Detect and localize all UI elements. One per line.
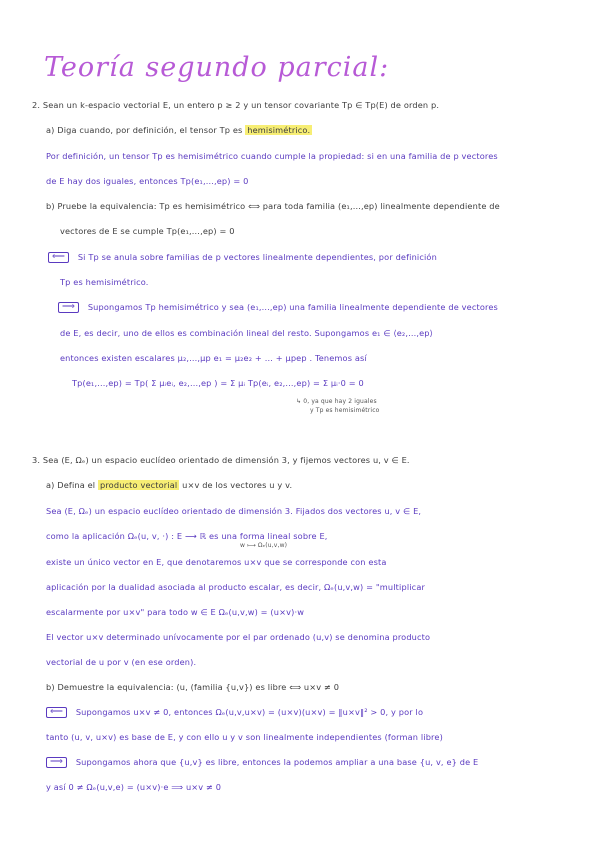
left-implication-box-icon: ⟸ <box>48 252 69 263</box>
answer-2b-forward-line-3: entonces existen escalares μ₂,...,μp e₁ = μ₂e₂ + ... + μpep . Tenemos así <box>60 353 367 363</box>
right-implication-box-icon: ⟹ <box>58 302 79 313</box>
question-2b-line-1: b) Pruebe la equivalencia: Tp es hemisimétrico ⟺ para toda familia (e₁,...,ep) linealmente dependiente de <box>46 201 500 211</box>
page-title: Teoría segundo parcial: <box>44 52 390 83</box>
highlight-hemisimetrico: hemisimétrico. <box>247 125 311 135</box>
answer-3a-line-7: vectorial de u por v (en ese orden). <box>46 657 197 667</box>
answer-3a-line-4: aplicación por la dualidad asociada al producto escalar, es decir, Ωₑ(u,v,w) = "multiplicar <box>46 582 426 592</box>
answer-3a-line-5: escalarmente por u×v" para todo w ∈ E Ωₑ(u,v,w) = (u×v)·w <box>46 607 305 617</box>
answer-3a-line-1: Sea (E, Ωₑ) un espacio euclídeo orientado de dimensión 3. Fijados dos vectores u, v ∈ E, <box>46 506 422 516</box>
answer-3a-line-2: como la aplicación Ωₑ(u, v, ·) : E ⟶ ℝ es una forma lineal sobre E, <box>46 531 328 541</box>
question-3b: b) Demuestre la equivalencia: (u, (familia {u,v}) es libre ⟺ u×v ≠ 0 <box>46 682 340 692</box>
answer-3a-line-6: El vector u×v determinado unívocamente por el par ordenado (u,v) se denomina producto <box>46 632 431 642</box>
answer-3b-forward-text: Supongamos ahora que {u,v} es libre, entonces la podemos ampliar a una base {u, v, e} de E <box>75 757 479 767</box>
answer-2a-line-1: Por definición, un tensor Tp es hemisimétrico cuando cumple la propiedad: si en una familia de p vectores <box>46 151 498 161</box>
answer-2a-line-2: de E hay dos iguales, entonces Tp(e₁,...,ep) = 0 <box>46 176 249 186</box>
answer-3a-line-3: existe un único vector en E, que denotaremos u×v que se corresponde con esta <box>46 557 387 567</box>
equation-note-2: y Tp es hemisimétrico <box>310 407 380 414</box>
answer-3a-mapping: w ⟼ Ωₑ(u,v,w) <box>240 542 288 549</box>
question-3a <box>46 480 292 490</box>
answer-3b-reverse-line-2: tanto (u, v, u×v) es base de E, y con ello u y v son linealmente independientes (forman libre) <box>46 732 443 742</box>
question-2-statement: 2. Sean un k-espacio vectorial E, un entero p ≥ 2 y un tensor covariante Tp ∈ Tp(E) de orden p. <box>32 100 440 110</box>
answer-3b-reverse <box>46 707 423 718</box>
answer-2b-forward-text: Supongamos Tp hemisimétrico y sea (e₁,...,ep) una familia linealmente dependiente de vectores <box>87 302 498 312</box>
highlight-producto-vectorial: producto vectorial <box>100 480 178 490</box>
question-2a-text: a) Diga cuando, por definición, el tensor Tp es <box>46 125 243 135</box>
answer-2b-reverse-text: Si Tp se anula sobre familias de p vectores linealmente dependientes, por definición <box>77 252 437 262</box>
answer-3b-reverse-text: Supongamos u×v ≠ 0, entonces Ωₑ(u,v,u×v) = (u×v)(u×v) = ‖u×v‖² > 0, y por lo <box>75 707 424 717</box>
answer-2b-reverse-line-2: Tp es hemisimétrico. <box>60 277 149 287</box>
question-2a <box>46 125 312 135</box>
question-2b-line-2: vectores de E se cumple Tp(e₁,...,ep) = 0 <box>60 226 235 236</box>
right-implication-box-icon: ⟹ <box>46 757 67 768</box>
answer-3b-forward <box>46 757 478 768</box>
question-3a-text: a) Defina el <box>46 480 96 490</box>
answer-2b-forward <box>58 302 498 313</box>
answer-2b-equation: Tp(e₁,...,ep) = Tp( Σ μᵢeᵢ, e₂,...,ep ) = Σ μᵢ Tp(eᵢ, e₂,...,ep) = Σ μᵢ·0 = 0 <box>72 378 364 388</box>
question-3a-text-end: u×v de los vectores u y v. <box>182 480 293 490</box>
left-implication-box-icon: ⟸ <box>46 707 67 718</box>
equation-note-1: ↳ 0, ya que hay 2 iguales <box>296 398 377 405</box>
answer-2b-reverse <box>48 252 437 263</box>
answer-2b-forward-line-2: de E, es decir, uno de ellos es combinación lineal del resto. Supongamos e₁ ∈ ⟨e₂,...,ep⟩ <box>60 328 434 338</box>
answer-3b-forward-line-2: y así 0 ≠ Ωₑ(u,v,e) = (u×v)·e ⟹ u×v ≠ 0 <box>46 782 222 792</box>
question-3-statement: 3. Sea (E, Ωₑ) un espacio euclídeo orientado de dimensión 3, y fijemos vectores u, v ∈ E. <box>32 455 410 465</box>
